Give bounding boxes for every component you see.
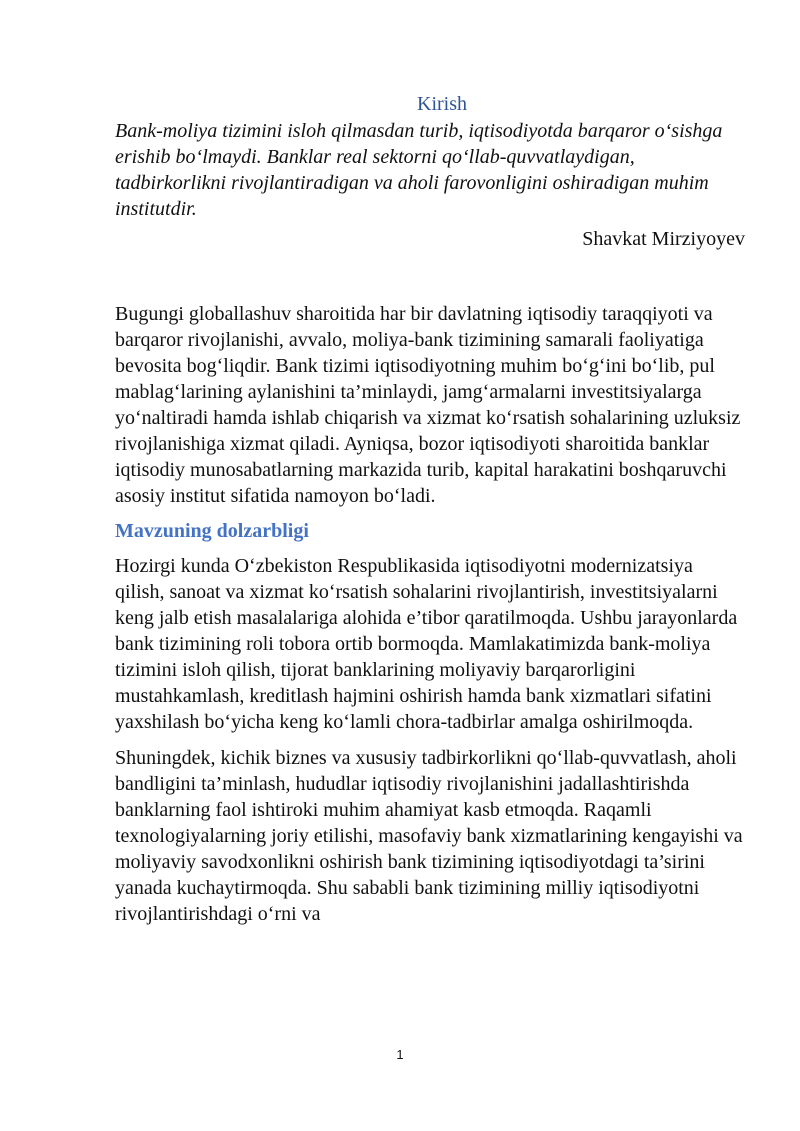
page-number: 1 [396, 1047, 404, 1062]
relevance-paragraph-1: Hozirgi kunda O‘zbekiston Respublikasida iqtisodiyotni modernizatsiya qilish, sanoat va xizmat ko‘rsatish sohalarini rivojlantirish, investitsiyalarni keng jalb etish masalalariga alohida e’tibor qaratilmoqda. Ushbu jarayonlarda bank tizimining roli tobora ortib bormoqda. Mamlakatimizda bank-moliya tizimini isloh qilish, tijorat banklarining moliyaviy barqarorligini mustahkamlash, kreditlash hajmini oshirish hamda bank xizmatlari sifatini yaxshilash bo‘yicha keng ko‘lamli chora-tadbirlar amalga oshirilmoqda. [115, 555, 738, 733]
section-heading: Mavzuning dolzarbligi [115, 520, 309, 542]
relevance-paragraph-2: Shuningdek, kichik biznes va xususiy tadbirkorlikni qo‘llab-quvvatlash, aholi bandligini ta’minlash, hududlar iqtisodiy rivojlanishini jadallashtirishda banklarning faol ishtiroki muhim ahamiyat kasb etmoqda. Raqamli texnologiyalarning joriy etilishi, masofaviy bank xizmatlarining kengayishi va moliyaviy savodxonlikni oshirish bank tizimining iqtisodiyotdagi ta’sirini yanada kuchaytirmoqda. Shu sababli bank tizimining milliy iqtisodiyotni rivojlantirishdagi o‘rni va [115, 747, 743, 925]
epigraph-author: Shavkat Mirziyoyev [582, 228, 745, 250]
page-title: Kirish [417, 93, 467, 115]
epigraph-quote: Bank-moliya tizimini isloh qilmasdan turib, iqtisodiyotda barqaror o‘sishga erishib bo‘lmaydi. Banklar real sektorni qo‘llab-quvvatlaydigan, tadbirkorlikni rivojlantiradigan va aholi farovonligini oshiradigan muhim institutdir. [115, 120, 723, 220]
intro-paragraph: Bugungi globallashuv sharoitida har bir davlatning iqtisodiy taraqqiyoti va barqaror rivojlanishi, avvalo, moliya-bank tizimining samarali faoliyatiga bevosita bog‘liqdir. Bank tizimi iqtisodiyotning muhim bo‘g‘ini bo‘lib, pul mablag‘larining aylanishini ta’minlaydi, jamg‘armalarni investitsiyalarga yo‘naltiradi hamda ishlab chiqarish va xizmat ko‘rsatish sohalarining uzluksiz rivojlanishiga xizmat qiladi. Ayniqsa, bozor iqtisodiyoti sharoitida banklar iqtisodiy munosabatlarning markazida turib, kapital harakatini boshqaruvchi asosiy institut sifatida namoyon bo‘ladi. [115, 303, 741, 507]
page-content [115, 90, 745, 927]
